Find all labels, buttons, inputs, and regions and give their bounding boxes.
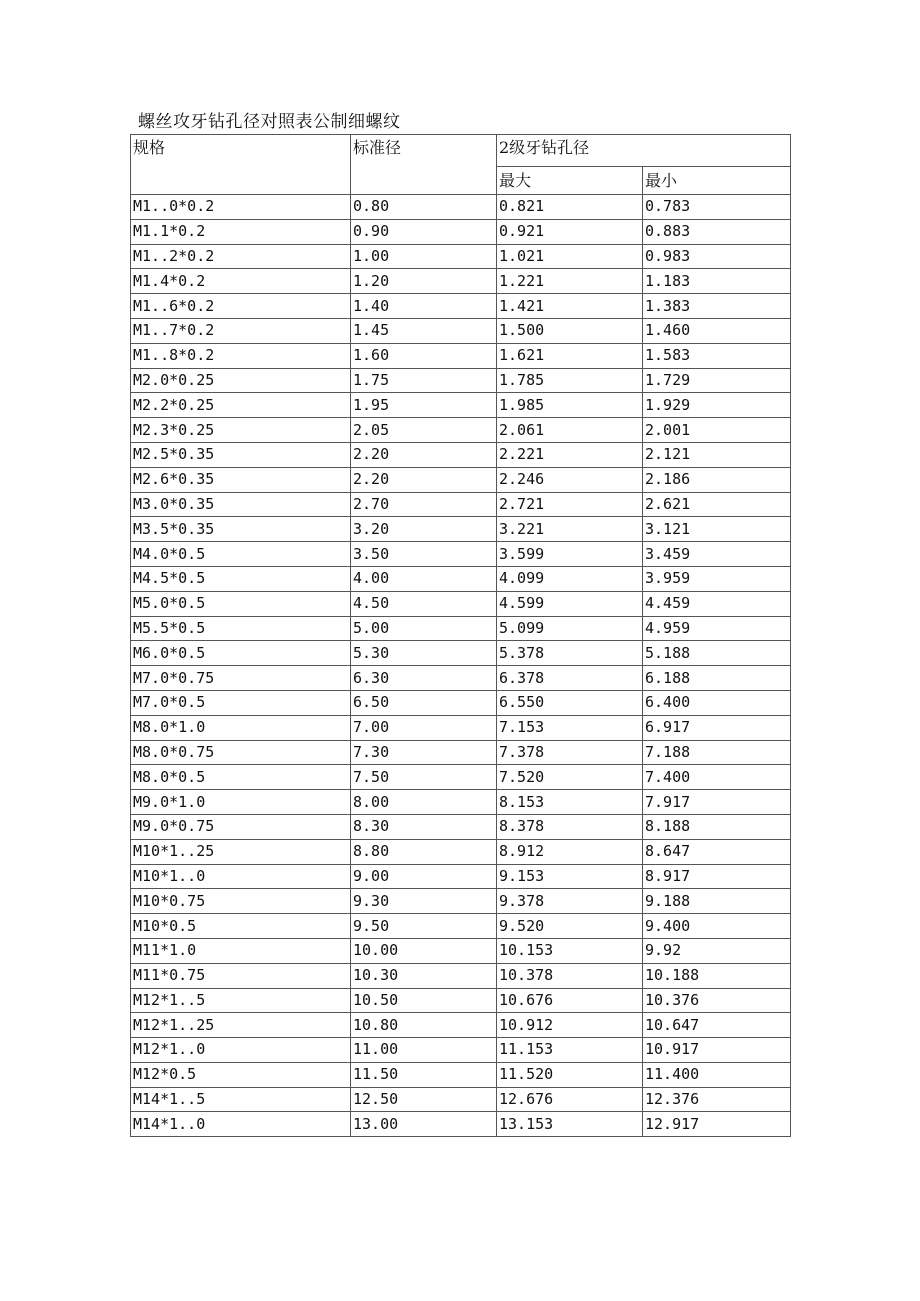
cell-min: 1.929 [643,393,791,418]
cell-standard: 0.80 [351,195,497,220]
table-row [131,864,791,889]
cell-max: 7.378 [497,740,643,765]
cell-standard: 1.60 [351,343,497,368]
table-row [131,889,791,914]
cell-min: 7.400 [643,765,791,790]
cell-spec: M10*0.5 [131,914,351,939]
cell-standard: 13.00 [351,1112,497,1137]
cell-spec: M7.0*0.75 [131,666,351,691]
cell-spec: M1.4*0.2 [131,269,351,294]
table-row [131,765,791,790]
table-row [131,318,791,343]
cell-spec: M10*0.75 [131,889,351,914]
cell-standard: 2.05 [351,418,497,443]
cell-spec: M3.0*0.35 [131,492,351,517]
cell-spec: M6.0*0.5 [131,641,351,666]
cell-min: 1.583 [643,343,791,368]
cell-min: 6.917 [643,715,791,740]
table-row [131,542,791,567]
cell-spec: M1.1*0.2 [131,219,351,244]
cell-max: 2.246 [497,467,643,492]
cell-min: 6.400 [643,690,791,715]
table-row [131,219,791,244]
cell-min: 8.647 [643,839,791,864]
cell-min: 10.647 [643,1013,791,1038]
cell-standard: 11.50 [351,1062,497,1087]
cell-min: 8.188 [643,814,791,839]
table-row [131,467,791,492]
cell-max: 1.021 [497,244,643,269]
table-row [131,393,791,418]
cell-standard: 1.95 [351,393,497,418]
cell-min: 12.917 [643,1112,791,1137]
table-row [131,566,791,591]
cell-min: 11.400 [643,1062,791,1087]
cell-max: 3.599 [497,542,643,567]
cell-standard: 7.50 [351,765,497,790]
cell-standard: 8.30 [351,814,497,839]
cell-min: 8.917 [643,864,791,889]
table-row [131,715,791,740]
cell-min: 5.188 [643,641,791,666]
cell-max: 4.599 [497,591,643,616]
table-row [131,988,791,1013]
cell-spec: M1..6*0.2 [131,294,351,319]
cell-max: 5.099 [497,616,643,641]
cell-standard: 11.00 [351,1038,497,1063]
cell-standard: 12.50 [351,1087,497,1112]
cell-spec: M12*1..25 [131,1013,351,1038]
cell-spec: M8.0*0.75 [131,740,351,765]
cell-max: 12.676 [497,1087,643,1112]
cell-min: 0.983 [643,244,791,269]
table-row [131,492,791,517]
cell-standard: 10.50 [351,988,497,1013]
table-row [131,1013,791,1038]
cell-max: 8.912 [497,839,643,864]
cell-standard: 3.50 [351,542,497,567]
cell-standard: 6.30 [351,666,497,691]
cell-standard: 8.80 [351,839,497,864]
cell-min: 2.621 [643,492,791,517]
cell-spec: M1..2*0.2 [131,244,351,269]
cell-spec: M5.5*0.5 [131,616,351,641]
cell-standard: 4.50 [351,591,497,616]
table-row [131,294,791,319]
cell-max: 1.500 [497,318,643,343]
cell-max: 10.378 [497,963,643,988]
cell-min: 1.383 [643,294,791,319]
cell-min: 0.783 [643,195,791,220]
table-row [131,1087,791,1112]
cell-max: 4.099 [497,566,643,591]
cell-max: 11.520 [497,1062,643,1087]
table-row [131,591,791,616]
cell-max: 1.221 [497,269,643,294]
cell-standard: 10.80 [351,1013,497,1038]
cell-min: 0.883 [643,219,791,244]
header-max: 最大 [497,167,643,195]
table-row [131,244,791,269]
cell-spec: M14*1..0 [131,1112,351,1137]
table-row [131,839,791,864]
table-row [131,1112,791,1137]
cell-max: 11.153 [497,1038,643,1063]
cell-max: 10.912 [497,1013,643,1038]
cell-standard: 0.90 [351,219,497,244]
cell-min: 2.001 [643,418,791,443]
cell-max: 1.785 [497,368,643,393]
cell-min: 9.92 [643,938,791,963]
cell-max: 9.378 [497,889,643,914]
cell-min: 10.188 [643,963,791,988]
cell-spec: M3.5*0.35 [131,517,351,542]
table-row [131,790,791,815]
cell-max: 6.378 [497,666,643,691]
cell-spec: M8.0*0.5 [131,765,351,790]
cell-max: 2.061 [497,418,643,443]
cell-max: 8.378 [497,814,643,839]
table-row [131,690,791,715]
cell-spec: M12*1..0 [131,1038,351,1063]
cell-standard: 9.00 [351,864,497,889]
table-row [131,666,791,691]
cell-min: 7.188 [643,740,791,765]
cell-max: 0.821 [497,195,643,220]
cell-max: 7.520 [497,765,643,790]
cell-max: 10.676 [497,988,643,1013]
cell-max: 1.421 [497,294,643,319]
cell-max: 2.721 [497,492,643,517]
cell-spec: M9.0*1.0 [131,790,351,815]
cell-spec: M4.5*0.5 [131,566,351,591]
cell-standard: 6.50 [351,690,497,715]
cell-spec: M2.3*0.25 [131,418,351,443]
table-row [131,641,791,666]
cell-standard: 1.00 [351,244,497,269]
table-row [131,418,791,443]
cell-spec: M7.0*0.5 [131,690,351,715]
cell-max: 1.621 [497,343,643,368]
cell-spec: M10*1..0 [131,864,351,889]
cell-max: 9.153 [497,864,643,889]
cell-spec: M12*1..5 [131,988,351,1013]
cell-standard: 9.30 [351,889,497,914]
table-row [131,914,791,939]
table-row [131,740,791,765]
table-row [131,1038,791,1063]
cell-max: 3.221 [497,517,643,542]
table-header-row [131,135,791,167]
table-row [131,517,791,542]
cell-min: 9.400 [643,914,791,939]
cell-min: 4.959 [643,616,791,641]
cell-max: 7.153 [497,715,643,740]
cell-min: 2.121 [643,442,791,467]
table-row [131,1062,791,1087]
cell-min: 3.121 [643,517,791,542]
cell-standard: 2.20 [351,442,497,467]
cell-min: 10.917 [643,1038,791,1063]
cell-standard: 1.20 [351,269,497,294]
cell-max: 9.520 [497,914,643,939]
cell-spec: M1..0*0.2 [131,195,351,220]
cell-spec: M2.0*0.25 [131,368,351,393]
cell-standard: 5.30 [351,641,497,666]
cell-min: 10.376 [643,988,791,1013]
table-row [131,442,791,467]
cell-standard: 9.50 [351,914,497,939]
cell-max: 10.153 [497,938,643,963]
table-row [131,269,791,294]
cell-standard: 5.00 [351,616,497,641]
header-grade: 2级牙钻孔径 [497,135,791,167]
table-row [131,368,791,393]
table-row [131,963,791,988]
cell-standard: 8.00 [351,790,497,815]
cell-spec: M5.0*0.5 [131,591,351,616]
document-title: 螺丝攻牙钻孔径对照表公制细螺纹 [138,112,401,132]
cell-max: 1.985 [497,393,643,418]
cell-min: 6.188 [643,666,791,691]
cell-max: 6.550 [497,690,643,715]
cell-spec: M2.5*0.35 [131,442,351,467]
cell-min: 1.460 [643,318,791,343]
cell-max: 8.153 [497,790,643,815]
cell-standard: 10.30 [351,963,497,988]
cell-standard: 7.30 [351,740,497,765]
cell-min: 3.459 [643,542,791,567]
cell-standard: 2.70 [351,492,497,517]
cell-standard: 1.40 [351,294,497,319]
cell-spec: M2.2*0.25 [131,393,351,418]
cell-standard: 1.75 [351,368,497,393]
cell-max: 0.921 [497,219,643,244]
cell-spec: M1..8*0.2 [131,343,351,368]
header-standard: 标准径 [351,135,497,195]
cell-spec: M2.6*0.35 [131,467,351,492]
cell-spec: M1..7*0.2 [131,318,351,343]
cell-spec: M11*1.0 [131,938,351,963]
cell-min: 2.186 [643,467,791,492]
cell-min: 7.917 [643,790,791,815]
cell-spec: M9.0*0.75 [131,814,351,839]
table-row [131,616,791,641]
cell-min: 3.959 [643,566,791,591]
cell-standard: 10.00 [351,938,497,963]
cell-standard: 2.20 [351,467,497,492]
cell-max: 2.221 [497,442,643,467]
cell-min: 9.188 [643,889,791,914]
header-spec: 规格 [131,135,351,195]
cell-spec: M12*0.5 [131,1062,351,1087]
cell-standard: 3.20 [351,517,497,542]
cell-spec: M8.0*1.0 [131,715,351,740]
cell-min: 4.459 [643,591,791,616]
cell-spec: M10*1..25 [131,839,351,864]
cell-standard: 7.00 [351,715,497,740]
header-min: 最小 [643,167,791,195]
cell-max: 5.378 [497,641,643,666]
cell-spec: M4.0*0.5 [131,542,351,567]
cell-min: 1.183 [643,269,791,294]
cell-standard: 4.00 [351,566,497,591]
table-row [131,938,791,963]
cell-max: 13.153 [497,1112,643,1137]
table-row [131,195,791,220]
cell-min: 12.376 [643,1087,791,1112]
cell-spec: M11*0.75 [131,963,351,988]
table-row [131,814,791,839]
cell-standard: 1.45 [351,318,497,343]
cell-min: 1.729 [643,368,791,393]
table-row [131,343,791,368]
cell-spec: M14*1..5 [131,1087,351,1112]
drill-size-table [130,134,791,1137]
